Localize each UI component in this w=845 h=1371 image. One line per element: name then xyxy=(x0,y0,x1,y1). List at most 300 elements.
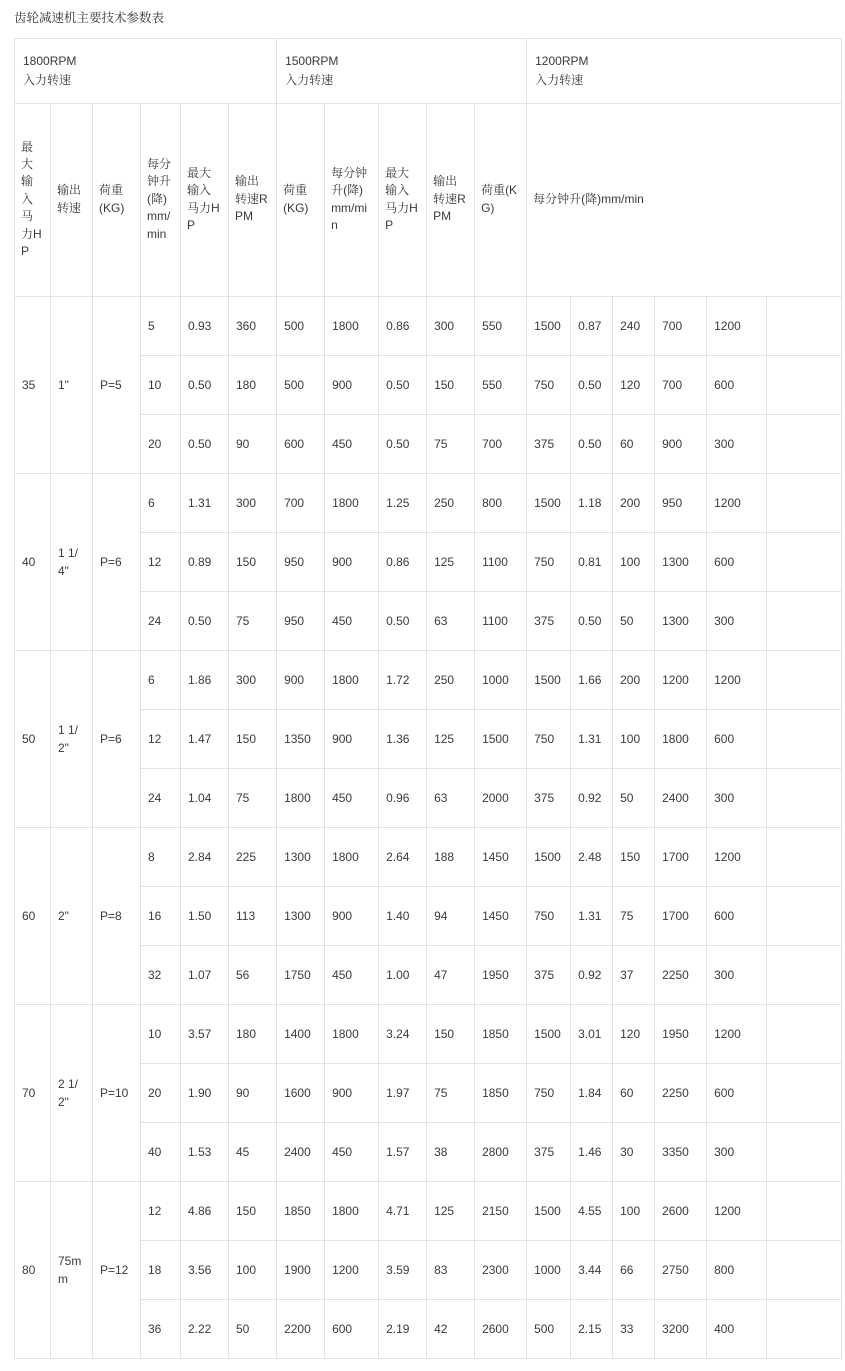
col-header-load-2: 荷重(KG) xyxy=(277,103,325,296)
cell-value: 12 xyxy=(141,532,181,591)
cell-value: 1500 xyxy=(527,827,571,886)
cell-value: 360 xyxy=(229,296,277,355)
cell-value: 1100 xyxy=(475,532,527,591)
cell-value: 1500 xyxy=(475,709,527,768)
cell-value: 180 xyxy=(229,355,277,414)
table-row xyxy=(15,1004,842,1063)
col-header-output-speed-1: 输出转速 xyxy=(51,103,93,296)
cell-value: 550 xyxy=(475,296,527,355)
cell-value: 2000 xyxy=(475,768,527,827)
cell-value: 75 xyxy=(427,1063,475,1122)
cell-value: 100 xyxy=(613,532,655,591)
cell-value: 50 xyxy=(229,1299,277,1358)
cell-value: 1450 xyxy=(475,827,527,886)
cell-value: 1500 xyxy=(527,1181,571,1240)
spec-table-body xyxy=(15,38,842,1358)
cell-value: 1.31 xyxy=(181,473,229,532)
cell-value: 2.64 xyxy=(379,827,427,886)
cell-value: 1.72 xyxy=(379,650,427,709)
group-header-1500 xyxy=(277,38,527,103)
cell-model-size: 1" xyxy=(51,296,93,473)
cell-value: 1200 xyxy=(707,1004,767,1063)
cell-value: 2.19 xyxy=(379,1299,427,1358)
cell-value: 900 xyxy=(325,709,379,768)
cell-value xyxy=(767,1299,842,1358)
cell-value: 450 xyxy=(325,591,379,650)
cell-value: 300 xyxy=(707,945,767,1004)
cell-value xyxy=(767,827,842,886)
cell-value: 18 xyxy=(141,1240,181,1299)
cell-value: 1600 xyxy=(277,1063,325,1122)
cell-value: 0.50 xyxy=(181,591,229,650)
cell-value: 450 xyxy=(325,945,379,1004)
cell-value: 600 xyxy=(325,1299,379,1358)
cell-value: 700 xyxy=(655,296,707,355)
cell-value: 150 xyxy=(427,355,475,414)
cell-value xyxy=(767,1004,842,1063)
cell-value: 2250 xyxy=(655,1063,707,1122)
cell-value: 240 xyxy=(613,296,655,355)
cell-value: 90 xyxy=(229,1063,277,1122)
cell-value: 1.31 xyxy=(571,886,613,945)
cell-value: 300 xyxy=(707,414,767,473)
cell-value: 2400 xyxy=(655,768,707,827)
cell-model-pitch: P=10 xyxy=(93,1004,141,1181)
cell-value: 1.66 xyxy=(571,650,613,709)
cell-value: 0.96 xyxy=(379,768,427,827)
cell-value: 1500 xyxy=(527,1004,571,1063)
col-header-load-1: 荷重(KG) xyxy=(93,103,141,296)
cell-value: 3.59 xyxy=(379,1240,427,1299)
group-header-row xyxy=(15,38,842,103)
cell-value: 1.04 xyxy=(181,768,229,827)
cell-value: 950 xyxy=(277,532,325,591)
cell-value: 800 xyxy=(475,473,527,532)
cell-value: 83 xyxy=(427,1240,475,1299)
cell-model-hp: 40 xyxy=(15,473,51,650)
cell-value: 1.46 xyxy=(571,1122,613,1181)
col-header-max-hp-3: 最大输入马力HP xyxy=(379,103,427,296)
col-header-output-speed-3: 输出转速RPM xyxy=(427,103,475,296)
cell-value: 75 xyxy=(229,768,277,827)
cell-value: 1.84 xyxy=(571,1063,613,1122)
cell-value: 125 xyxy=(427,1181,475,1240)
cell-value: 1.25 xyxy=(379,473,427,532)
cell-value: 900 xyxy=(277,650,325,709)
cell-value: 0.81 xyxy=(571,532,613,591)
cell-value: 1300 xyxy=(655,591,707,650)
cell-value: 3200 xyxy=(655,1299,707,1358)
cell-value: 0.50 xyxy=(571,355,613,414)
cell-model-size: 2 1/2" xyxy=(51,1004,93,1181)
cell-value: 12 xyxy=(141,709,181,768)
cell-value: 40 xyxy=(141,1122,181,1181)
cell-value: 600 xyxy=(707,355,767,414)
cell-value: 47 xyxy=(427,945,475,1004)
cell-value: 63 xyxy=(427,591,475,650)
cell-value: 32 xyxy=(141,945,181,1004)
cell-value: 1.40 xyxy=(379,886,427,945)
cell-value: 6 xyxy=(141,650,181,709)
cell-value: 3350 xyxy=(655,1122,707,1181)
cell-value: 42 xyxy=(427,1299,475,1358)
table-row xyxy=(15,296,842,355)
cell-value xyxy=(767,473,842,532)
cell-model-pitch: P=5 xyxy=(93,296,141,473)
cell-value: 375 xyxy=(527,414,571,473)
cell-value: 2.15 xyxy=(571,1299,613,1358)
cell-value: 750 xyxy=(527,1063,571,1122)
column-header-row xyxy=(15,103,842,296)
cell-value: 1200 xyxy=(707,473,767,532)
cell-value: 750 xyxy=(527,532,571,591)
cell-value: 1700 xyxy=(655,827,707,886)
cell-value: 0.50 xyxy=(181,355,229,414)
group-header-1800 xyxy=(15,38,277,103)
cell-value xyxy=(767,1181,842,1240)
cell-value: 24 xyxy=(141,768,181,827)
cell-value: 3.56 xyxy=(181,1240,229,1299)
cell-value: 8 xyxy=(141,827,181,886)
cell-model-hp: 60 xyxy=(15,827,51,1004)
cell-value: 20 xyxy=(141,1063,181,1122)
cell-value: 1200 xyxy=(707,1181,767,1240)
cell-model-size: 1 1/4" xyxy=(51,473,93,650)
cell-value xyxy=(767,1240,842,1299)
cell-value xyxy=(767,709,842,768)
group-label-1800: 入力转速 xyxy=(23,72,72,87)
cell-value: 900 xyxy=(655,414,707,473)
cell-model-size: 75mm xyxy=(51,1181,93,1358)
cell-value: 1350 xyxy=(277,709,325,768)
cell-value xyxy=(767,650,842,709)
cell-value: 1200 xyxy=(707,296,767,355)
cell-value: 375 xyxy=(527,591,571,650)
cell-value: 125 xyxy=(427,532,475,591)
cell-value: 2800 xyxy=(475,1122,527,1181)
cell-value: 800 xyxy=(707,1240,767,1299)
cell-value: 1.00 xyxy=(379,945,427,1004)
cell-value: 1800 xyxy=(277,768,325,827)
cell-value: 63 xyxy=(427,768,475,827)
cell-value: 60 xyxy=(613,414,655,473)
cell-value: 1800 xyxy=(325,1181,379,1240)
cell-value: 2750 xyxy=(655,1240,707,1299)
table-row xyxy=(15,827,842,886)
cell-value xyxy=(767,768,842,827)
group-speed-1800: 1800RPM xyxy=(23,53,77,68)
cell-value: 1300 xyxy=(655,532,707,591)
cell-value: 1850 xyxy=(475,1063,527,1122)
cell-model-pitch: P=8 xyxy=(93,827,141,1004)
cell-model-hp: 50 xyxy=(15,650,51,827)
cell-value: 200 xyxy=(613,473,655,532)
cell-value: 4.55 xyxy=(571,1181,613,1240)
cell-value: 1900 xyxy=(277,1240,325,1299)
cell-value: 1000 xyxy=(475,650,527,709)
cell-value: 300 xyxy=(707,1122,767,1181)
cell-model-hp: 35 xyxy=(15,296,51,473)
cell-value: 12 xyxy=(141,1181,181,1240)
cell-value: 1200 xyxy=(707,827,767,886)
cell-value: 1800 xyxy=(325,296,379,355)
cell-value: 1.31 xyxy=(571,709,613,768)
cell-value: 33 xyxy=(613,1299,655,1358)
cell-value: 1500 xyxy=(527,650,571,709)
cell-value: 180 xyxy=(229,1004,277,1063)
cell-value: 300 xyxy=(229,473,277,532)
cell-value: 37 xyxy=(613,945,655,1004)
cell-value: 75 xyxy=(613,886,655,945)
cell-value: 1950 xyxy=(655,1004,707,1063)
cell-value: 0.86 xyxy=(379,296,427,355)
cell-value: 950 xyxy=(655,473,707,532)
cell-value: 120 xyxy=(613,1004,655,1063)
cell-value: 3.57 xyxy=(181,1004,229,1063)
table-row xyxy=(15,473,842,532)
cell-model-size: 2" xyxy=(51,827,93,1004)
cell-value: 4.71 xyxy=(379,1181,427,1240)
cell-value: 150 xyxy=(427,1004,475,1063)
cell-value: 150 xyxy=(229,709,277,768)
cell-model-pitch: P=6 xyxy=(93,650,141,827)
cell-value: 60 xyxy=(613,1063,655,1122)
cell-value: 375 xyxy=(527,1122,571,1181)
cell-value: 750 xyxy=(527,355,571,414)
cell-model-hp: 80 xyxy=(15,1181,51,1358)
cell-value: 600 xyxy=(277,414,325,473)
cell-value: 200 xyxy=(613,650,655,709)
cell-value: 0.50 xyxy=(379,414,427,473)
cell-value: 300 xyxy=(707,768,767,827)
cell-value: 1.47 xyxy=(181,709,229,768)
cell-value: 900 xyxy=(325,1063,379,1122)
cell-value: 1450 xyxy=(475,886,527,945)
cell-value: 94 xyxy=(427,886,475,945)
cell-value: 75 xyxy=(229,591,277,650)
cell-value: 0.86 xyxy=(379,532,427,591)
cell-value: 0.50 xyxy=(379,355,427,414)
cell-value: 2600 xyxy=(655,1181,707,1240)
cell-value: 0.50 xyxy=(571,591,613,650)
cell-value: 50 xyxy=(613,591,655,650)
cell-value: 2400 xyxy=(277,1122,325,1181)
cell-value: 1300 xyxy=(277,886,325,945)
cell-value: 1400 xyxy=(277,1004,325,1063)
cell-value: 1.86 xyxy=(181,650,229,709)
cell-value: 1.36 xyxy=(379,709,427,768)
cell-value: 1800 xyxy=(655,709,707,768)
cell-value: 188 xyxy=(427,827,475,886)
cell-value: 450 xyxy=(325,768,379,827)
cell-value: 30 xyxy=(613,1122,655,1181)
cell-value xyxy=(767,1063,842,1122)
cell-value: 600 xyxy=(707,1063,767,1122)
cell-value: 2600 xyxy=(475,1299,527,1358)
cell-value: 600 xyxy=(707,709,767,768)
cell-value: 10 xyxy=(141,355,181,414)
cell-value: 500 xyxy=(277,296,325,355)
cell-value xyxy=(767,355,842,414)
cell-value: 1500 xyxy=(527,296,571,355)
cell-value: 0.50 xyxy=(379,591,427,650)
cell-value: 4.86 xyxy=(181,1181,229,1240)
cell-value: 1100 xyxy=(475,591,527,650)
cell-value xyxy=(767,1122,842,1181)
cell-value: 2.22 xyxy=(181,1299,229,1358)
cell-value: 1200 xyxy=(655,650,707,709)
cell-value: 24 xyxy=(141,591,181,650)
cell-value: 1300 xyxy=(277,827,325,886)
cell-value: 5 xyxy=(141,296,181,355)
cell-value: 500 xyxy=(277,355,325,414)
col-header-lift-1: 每分钟升(降)mm/min xyxy=(141,103,181,296)
cell-value: 950 xyxy=(277,591,325,650)
cell-value: 10 xyxy=(141,1004,181,1063)
cell-value: 3.44 xyxy=(571,1240,613,1299)
cell-value: 20 xyxy=(141,414,181,473)
cell-value: 45 xyxy=(229,1122,277,1181)
cell-value: 1700 xyxy=(655,886,707,945)
page-title: 齿轮减速机主要技术参数表 xyxy=(14,11,165,25)
cell-value: 1500 xyxy=(527,473,571,532)
cell-value: 38 xyxy=(427,1122,475,1181)
cell-value: 56 xyxy=(229,945,277,1004)
cell-value: 0.92 xyxy=(571,768,613,827)
cell-value: 3.24 xyxy=(379,1004,427,1063)
group-speed-1500: 1500RPM xyxy=(285,53,339,68)
cell-value xyxy=(767,414,842,473)
cell-value: 0.87 xyxy=(571,296,613,355)
cell-value: 1750 xyxy=(277,945,325,1004)
cell-value: 1.07 xyxy=(181,945,229,1004)
cell-value: 2200 xyxy=(277,1299,325,1358)
cell-value: 0.93 xyxy=(181,296,229,355)
cell-value xyxy=(767,532,842,591)
col-header-output-speed-2: 输出转速RPM xyxy=(229,103,277,296)
cell-value: 300 xyxy=(427,296,475,355)
cell-value: 0.50 xyxy=(181,414,229,473)
cell-value: 225 xyxy=(229,827,277,886)
col-header-max-hp-2: 最大输入马力HP xyxy=(181,103,229,296)
cell-value: 100 xyxy=(613,709,655,768)
cell-value: 1800 xyxy=(325,650,379,709)
cell-value: 700 xyxy=(655,355,707,414)
cell-value: 6 xyxy=(141,473,181,532)
cell-value: 1200 xyxy=(707,650,767,709)
cell-value: 75 xyxy=(427,414,475,473)
col-header-load-3: 荷重(KG) xyxy=(475,103,527,296)
cell-value: 1800 xyxy=(325,473,379,532)
cell-value: 900 xyxy=(325,355,379,414)
cell-value: 3.01 xyxy=(571,1004,613,1063)
cell-value: 1.97 xyxy=(379,1063,427,1122)
gear-reducer-spec-table xyxy=(14,38,842,1359)
cell-model-pitch: P=6 xyxy=(93,473,141,650)
cell-value: 2250 xyxy=(655,945,707,1004)
cell-value: 150 xyxy=(613,827,655,886)
cell-value: 375 xyxy=(527,945,571,1004)
cell-value: 1800 xyxy=(325,827,379,886)
cell-value: 90 xyxy=(229,414,277,473)
cell-model-pitch: P=12 xyxy=(93,1181,141,1358)
spec-table-container xyxy=(0,38,845,1371)
cell-value: 150 xyxy=(229,532,277,591)
cell-value: 500 xyxy=(527,1299,571,1358)
cell-value: 2300 xyxy=(475,1240,527,1299)
cell-value xyxy=(767,945,842,1004)
cell-value: 0.89 xyxy=(181,532,229,591)
cell-value: 50 xyxy=(613,768,655,827)
cell-value: 150 xyxy=(229,1181,277,1240)
group-label-1200: 入力转速 xyxy=(535,72,584,87)
cell-value: 1.57 xyxy=(379,1122,427,1181)
cell-value: 0.50 xyxy=(571,414,613,473)
cell-value: 450 xyxy=(325,1122,379,1181)
cell-value: 1000 xyxy=(527,1240,571,1299)
cell-value: 600 xyxy=(707,886,767,945)
cell-value: 2150 xyxy=(475,1181,527,1240)
cell-value: 1.50 xyxy=(181,886,229,945)
cell-value: 550 xyxy=(475,355,527,414)
cell-value: 1.18 xyxy=(571,473,613,532)
table-row xyxy=(15,1181,842,1240)
cell-value: 900 xyxy=(325,886,379,945)
cell-value: 66 xyxy=(613,1240,655,1299)
cell-value xyxy=(767,591,842,650)
cell-value: 400 xyxy=(707,1299,767,1358)
cell-value: 900 xyxy=(325,532,379,591)
cell-value: 16 xyxy=(141,886,181,945)
cell-value: 0.92 xyxy=(571,945,613,1004)
cell-value: 700 xyxy=(475,414,527,473)
cell-value: 700 xyxy=(277,473,325,532)
cell-value: 300 xyxy=(707,591,767,650)
cell-value: 1850 xyxy=(475,1004,527,1063)
cell-value: 600 xyxy=(707,532,767,591)
cell-value: 2.48 xyxy=(571,827,613,886)
cell-value: 1950 xyxy=(475,945,527,1004)
cell-value xyxy=(767,886,842,945)
cell-value: 300 xyxy=(229,650,277,709)
col-header-lift-3: 每分钟升(降)mm/min xyxy=(527,103,842,296)
cell-value: 250 xyxy=(427,473,475,532)
group-label-1500: 入力转速 xyxy=(285,72,334,87)
cell-value: 450 xyxy=(325,414,379,473)
group-header-1200 xyxy=(527,38,842,103)
cell-value xyxy=(767,296,842,355)
cell-value: 1800 xyxy=(325,1004,379,1063)
col-header-lift-2: 每分钟升(降)mm/min xyxy=(325,103,379,296)
cell-value: 36 xyxy=(141,1299,181,1358)
cell-value: 113 xyxy=(229,886,277,945)
cell-value: 750 xyxy=(527,709,571,768)
cell-value: 100 xyxy=(229,1240,277,1299)
cell-value: 250 xyxy=(427,650,475,709)
col-header-max-hp-1: 最大输入马力HP xyxy=(15,103,51,296)
cell-value: 1850 xyxy=(277,1181,325,1240)
group-speed-1200: 1200RPM xyxy=(535,53,589,68)
cell-value: 1.53 xyxy=(181,1122,229,1181)
cell-value: 375 xyxy=(527,768,571,827)
cell-value: 1200 xyxy=(325,1240,379,1299)
cell-value: 750 xyxy=(527,886,571,945)
cell-model-size: 1 1/2" xyxy=(51,650,93,827)
cell-value: 125 xyxy=(427,709,475,768)
cell-model-hp: 70 xyxy=(15,1004,51,1181)
cell-value: 120 xyxy=(613,355,655,414)
cell-value: 2.84 xyxy=(181,827,229,886)
